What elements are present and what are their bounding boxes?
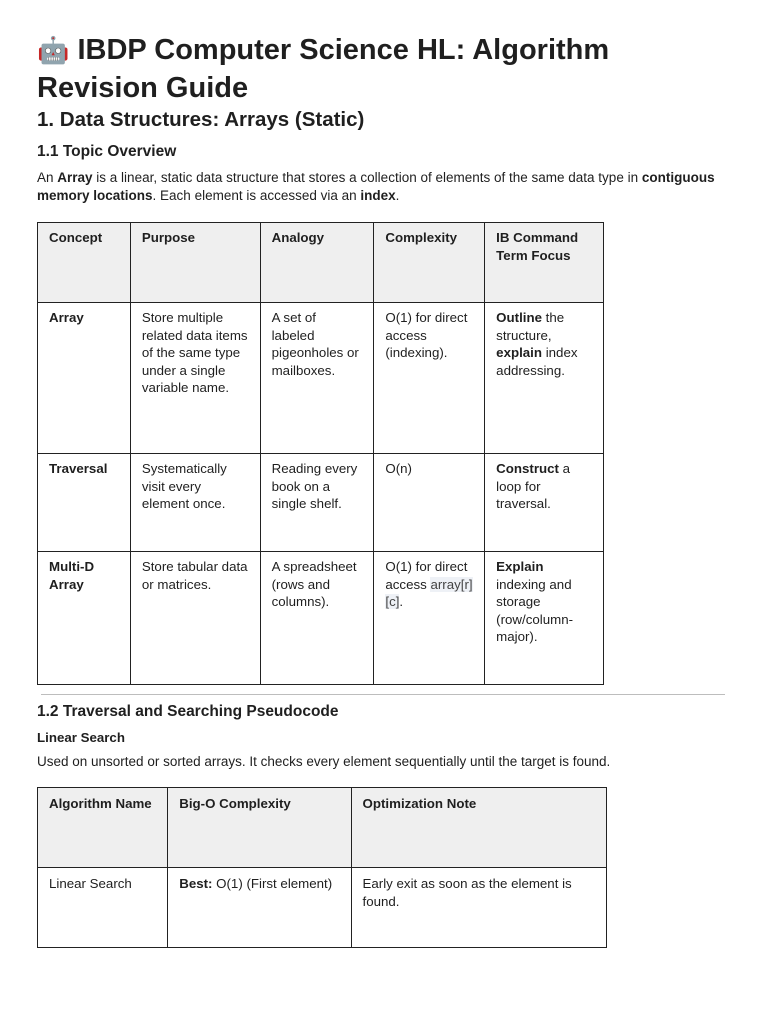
document-title: [37, 32, 717, 107]
cell-algorithm-name: Linear Search: [38, 868, 168, 948]
cell-command-term: [485, 303, 604, 454]
table-header-row: [38, 788, 607, 868]
command-term: explain: [496, 345, 542, 361]
focus-text: the structure,: [496, 310, 565, 343]
complexity-text: .: [399, 594, 404, 610]
cell-purpose: Systematically visit every element once.: [130, 454, 260, 552]
cell-concept: Array: [38, 303, 131, 454]
command-term: Construct: [496, 461, 559, 476]
cell-big-o: [168, 868, 351, 948]
cell-purpose: Store tabular data or matrices.: [130, 552, 260, 685]
intro-run: . Each element is accessed via an: [152, 188, 361, 203]
cell-complexity: [374, 454, 485, 552]
intro-run-bold: contiguous memory locations: [37, 170, 715, 203]
big-o-label: Best:: [179, 876, 213, 891]
document-title-text: IBDP Computer Science HL: Algorithm Revision Guide: [37, 34, 610, 104]
table-row: [38, 454, 604, 552]
focus-text: index addressing.: [496, 345, 578, 378]
complexity-text: O(1) for direct access (indexing).: [385, 310, 468, 361]
table-row: [38, 552, 604, 685]
subsection-heading-topic-overview: 1.1 Topic Overview: [37, 143, 177, 160]
column-header: Analogy: [260, 223, 374, 303]
command-term: Outline: [496, 310, 542, 325]
robot-icon: 🤖: [37, 36, 70, 66]
intro-run: is a linear, static data structure that stores a collection of elements of the same data type in: [92, 170, 642, 185]
cell-analogy: Reading every book on a single shelf.: [260, 454, 374, 552]
cell-optimization-note: Early exit as soon as the element is found.: [351, 868, 606, 948]
cell-concept: Traversal: [38, 454, 131, 552]
column-header: IB Command Term Focus: [485, 223, 604, 303]
intro-run-bold: Array: [57, 170, 93, 185]
cell-analogy: A set of labeled pigeonholes or mailboxes.: [260, 303, 374, 454]
inline-code: array[r][c]: [385, 576, 473, 610]
cell-complexity: [374, 303, 485, 454]
intro-paragraph: [37, 169, 717, 205]
cell-command-term: [485, 552, 604, 685]
cell-purpose: Store multiple related data items of the same type under a single variable name.: [130, 303, 260, 454]
table-row: [38, 303, 604, 454]
big-o-text: O(1) (First element): [212, 876, 333, 891]
column-header: Purpose: [130, 223, 260, 303]
table-header-row: [38, 223, 604, 303]
complexity-text: O(1) for direct access: [385, 559, 468, 592]
column-header: Algorithm Name: [38, 788, 168, 868]
column-header: Complexity: [374, 223, 485, 303]
linear-search-heading: Linear Search: [37, 730, 125, 745]
cell-command-term: [485, 454, 604, 552]
intro-run: .: [395, 188, 400, 203]
cell-analogy: A spreadsheet (rows and columns).: [260, 552, 374, 685]
intro-run: An: [37, 170, 58, 185]
arrays-concept-table: [37, 222, 604, 685]
horizontal-divider: [41, 694, 725, 695]
table-row: [38, 868, 607, 948]
column-header: Big-O Complexity: [168, 788, 351, 868]
focus-text: indexing and storage (row/column-major).: [496, 576, 574, 645]
cell-complexity: [374, 552, 485, 685]
cell-concept: Multi-D Array: [38, 552, 131, 685]
focus-text: a loop for traversal.: [496, 461, 571, 512]
command-term: Explain: [496, 559, 544, 574]
subsection-heading-traversal: 1.2 Traversal and Searching Pseudocode: [37, 703, 339, 720]
column-header: Optimization Note: [351, 788, 606, 868]
search-algorithm-table: [37, 787, 607, 948]
linear-search-description: Used on unsorted or sorted arrays. It checks every element sequentially until the target is found.: [37, 754, 611, 769]
section-heading-1: 1. Data Structures: Arrays (Static): [37, 108, 365, 131]
complexity-text: O(n): [385, 461, 412, 476]
intro-run-bold: index: [360, 188, 396, 203]
column-header: Concept: [38, 223, 131, 303]
